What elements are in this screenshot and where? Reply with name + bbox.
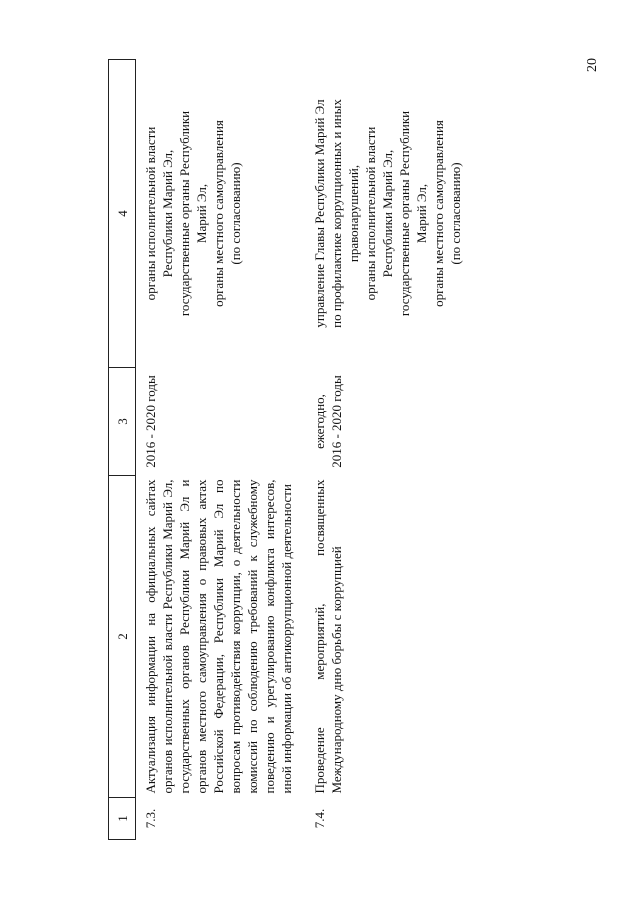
row-number: 7.4.	[312, 808, 327, 829]
table-row	[305, 60, 474, 840]
column-header-4: 4	[109, 60, 136, 368]
table-header-row	[109, 60, 136, 840]
row-event: Проведение мероприятий, посвященных Международному дню борьбы с коррупцией	[312, 479, 344, 794]
row-executors	[136, 60, 306, 368]
executor-line: государственные органы Республики	[177, 110, 192, 317]
executor-line: правонарушений,	[346, 164, 361, 263]
row-term	[136, 368, 306, 476]
row-term	[305, 368, 474, 476]
executor-line: (по согласованию)	[448, 162, 463, 265]
row-event: Актуализация информации на официальных сайтах органов исполнительной власти Республики Марий Эл, государственных органов Республики Марий Эл и органов местного самоуправления о правовых актах Российской Федерации, Республики Марий Эл по вопросам противодействия коррупции, о деятельности комиссий по соблюдению требований к служебному поведению и урегулированию конфликта интересов, иной информации об антикоррупционной деятельности	[143, 479, 294, 794]
column-header-1: 1	[109, 798, 136, 840]
executor-line: по профилактике коррупционных и иных	[329, 99, 344, 328]
executor-line: Марий Эл,	[194, 183, 209, 244]
term-line: ежегодно,	[312, 394, 327, 449]
row-number: 7.3.	[143, 808, 158, 829]
column-header-2: 2	[109, 476, 136, 798]
executor-line: государственные органы Республики	[397, 110, 412, 317]
table-row	[136, 60, 306, 840]
executor-line: органы исполнительной власти	[363, 126, 378, 301]
page-number: 20	[585, 58, 600, 72]
row-executors	[305, 60, 474, 368]
executor-line: управление Главы Республики Марий Эл	[312, 99, 327, 328]
rotated-table-container	[108, 60, 463, 840]
executor-line: Республики Марий Эл,	[160, 149, 175, 278]
executor-line: Марий Эл,	[414, 183, 429, 244]
executor-line: органы местного самоуправления	[431, 120, 446, 307]
executor-line: органы исполнительной власти	[143, 126, 158, 301]
term-line: 2016 - 2020 годы	[329, 375, 344, 468]
executor-line: Республики Марий Эл,	[380, 149, 395, 278]
executor-line: органы местного самоуправления	[211, 120, 226, 307]
column-header-3: 3	[109, 368, 136, 476]
executor-line: (по согласованию)	[228, 162, 243, 265]
term-line: 2016 - 2020 годы	[143, 375, 158, 468]
measures-table	[108, 59, 474, 840]
